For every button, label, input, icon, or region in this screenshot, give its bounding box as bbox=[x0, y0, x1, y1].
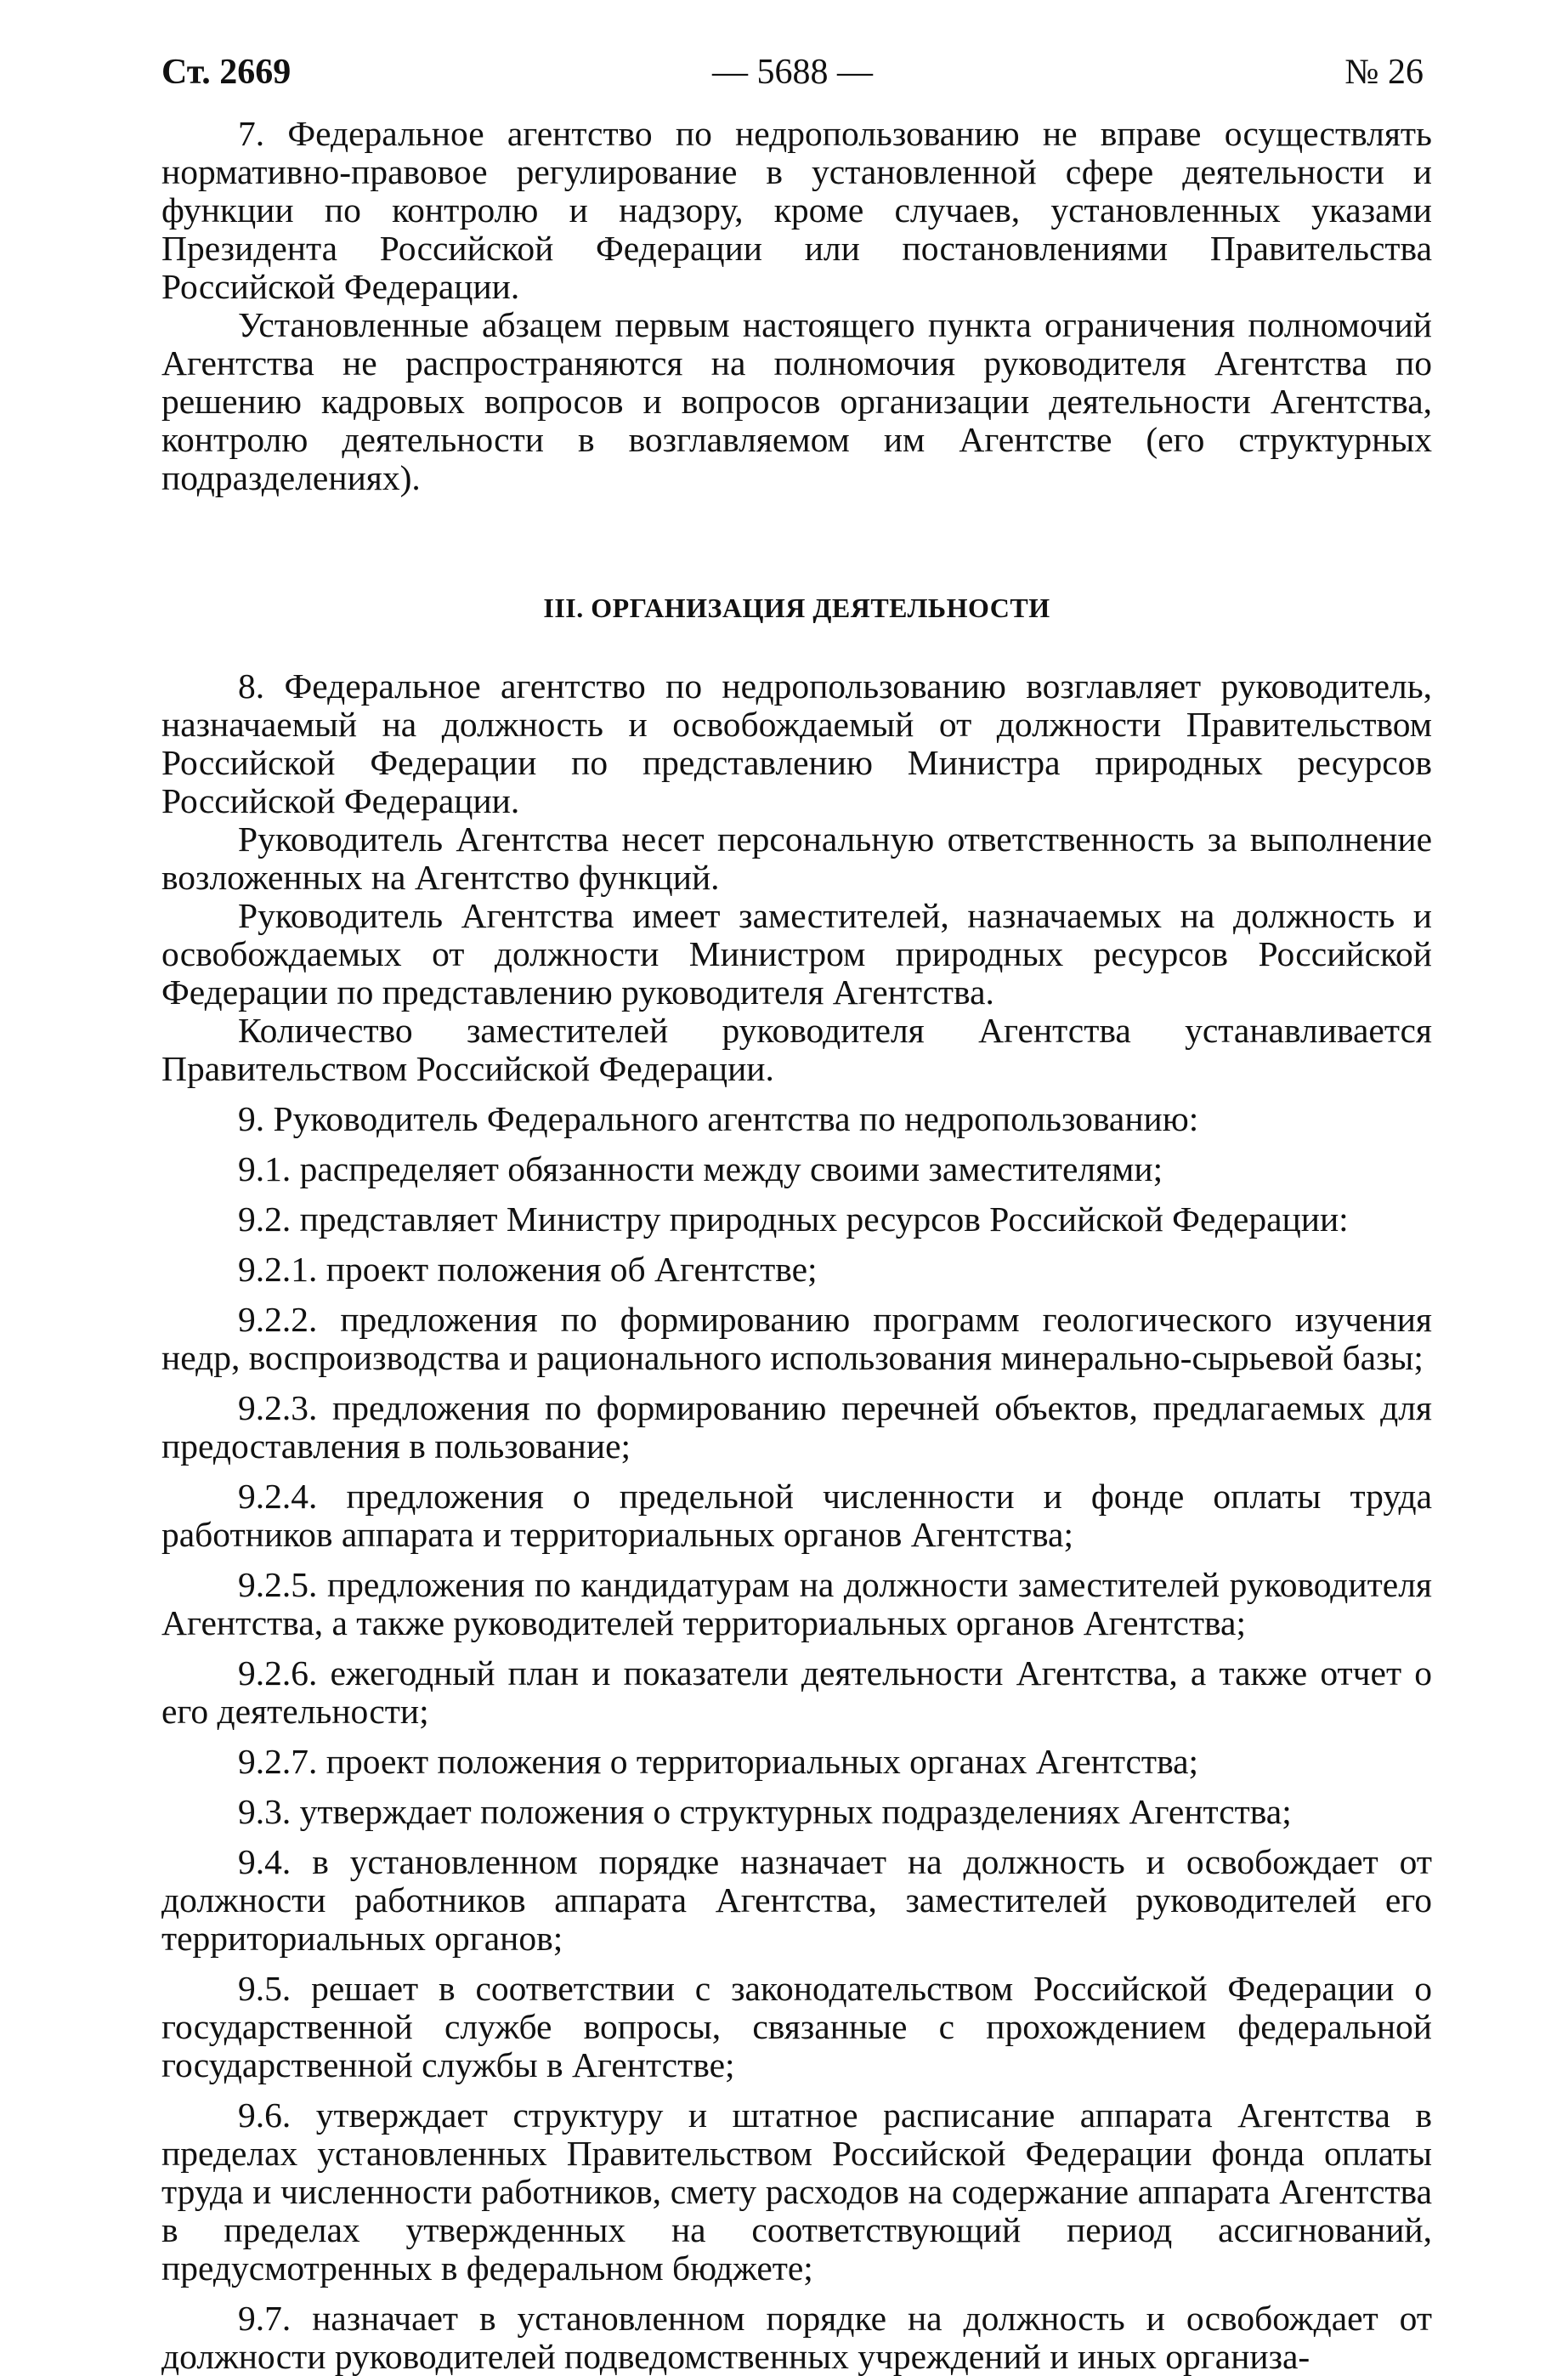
paragraph-8-responsibility: Руководитель Агентства несет персональную ответственность за выполнение возложенных на Агентство функций. bbox=[161, 819, 1432, 897]
paragraph-9: 9. Руководитель Федерального агентства по недропользованию: bbox=[238, 1099, 1199, 1138]
article-number: Ст. 2669 bbox=[161, 53, 292, 92]
paragraph-9-2-4: 9.2.4. предложения о предельной численности и фонде оплаты труда работников аппарата и территориальных органов Агентства; bbox=[161, 1477, 1432, 1554]
page-number: — 5688 — bbox=[712, 53, 873, 92]
paragraph-7-limits: Установленные абзацем первым настоящего пункта ограничения полномочий Агентства не распространяются на полномочия руководителя Агентства по решению кадровых вопросов и вопросов организации деятельности Агентства, контролю деятельности в возглавляемом им Агентстве (его структурных подразделениях). bbox=[161, 305, 1432, 497]
document-body bbox=[161, 115, 1432, 2376]
paragraph-9-2: 9.2. представляет Министру природных ресурсов Российской Федерации: bbox=[238, 1199, 1349, 1239]
paragraph-9-2-2: 9.2.2. предложения по формированию программ геологического изучения недр, воспроизводства и рационального использования минерально-сырьевой базы; bbox=[161, 1300, 1432, 1377]
paragraph-9-5: 9.5. решает в соответствии с законодательством Российской Федерации о государственной службе вопросы, связанные с прохождением федеральной государственной службы в Агентстве; bbox=[161, 1969, 1432, 2084]
paragraph-9-2-1: 9.2.1. проект положения об Агентстве; bbox=[238, 1250, 818, 1289]
paragraph-9-4: 9.4. в установленном порядке назначает на должность и освобождает от должности работников аппарата Агентства, заместителей руководителей его территориальных органов; bbox=[161, 1842, 1432, 1958]
paragraph-8-deputies-count: Количество заместителей руководителя Агентства устанавливается Правительством Российской Федерации. bbox=[161, 1011, 1432, 1088]
paragraph-9-2-6: 9.2.6. ежегодный план и показатели деятельности Агентства, а также отчет о его деятельности; bbox=[161, 1653, 1432, 1731]
paragraph-9-7: 9.7. назначает в установленном порядке на должность и освобождает от должности руководителей подведомственных учреждений и иных организа- bbox=[161, 2299, 1432, 2376]
paragraph-9-3: 9.3. утверждает положения о структурных подразделениях Агентства; bbox=[238, 1792, 1292, 1831]
paragraph-9-2-5: 9.2.5. предложения по кандидатурам на должности заместителей руководителя Агентства, а также руководителей территориальных органов Агентства; bbox=[161, 1565, 1432, 1642]
page-header bbox=[161, 47, 1424, 98]
paragraph-9-2-3: 9.2.3. предложения по формированию перечней объектов, предлагаемых для предоставления в пользование; bbox=[161, 1388, 1432, 1466]
paragraph-7: 7. Федеральное агентство по недропользованию не вправе осуществлять нормативно-правовое регулирование в установленной сфере деятельности и функции по контролю и надзору, кроме случаев, установленных указами Президента Российской Федерации или постановлениями Правительства Российской Федерации. bbox=[161, 114, 1432, 306]
paragraph-9-6: 9.6. утверждает структуру и штатное расписание аппарата Агентства в пределах установленных Правительством Российской Федерации фонда оплаты труда и численности работников, смету расходов на содержание аппарата Агентства в пределах утвержденных на соответствующий период ассигнований, предусмотренных в федеральном бюджете; bbox=[161, 2095, 1432, 2288]
paragraph-8-deputies: Руководитель Агентства имеет заместителей, назначаемых на должность и освобождаемых от должности Министром природных ресурсов Российской Федерации по представлению руководителя Агентства. bbox=[161, 896, 1432, 1012]
issue-number: № 26 bbox=[1344, 53, 1424, 92]
paragraph-9-2-7: 9.2.7. проект положения о территориальных органах Агентства; bbox=[238, 1742, 1199, 1781]
paragraph-9-1: 9.1. распределяет обязанности между своими заместителями; bbox=[238, 1149, 1163, 1188]
section-heading: III. ОРГАНИЗАЦИЯ ДЕЯТЕЛЬНОСТИ bbox=[543, 593, 1050, 623]
paragraph-8: 8. Федеральное агентство по недропользованию возглавляет руководитель, назначаемый на должность и освобождаемый от должности Правительством Российской Федерации по представлению Министра природных ресурсов Российской Федерации. bbox=[161, 666, 1432, 820]
